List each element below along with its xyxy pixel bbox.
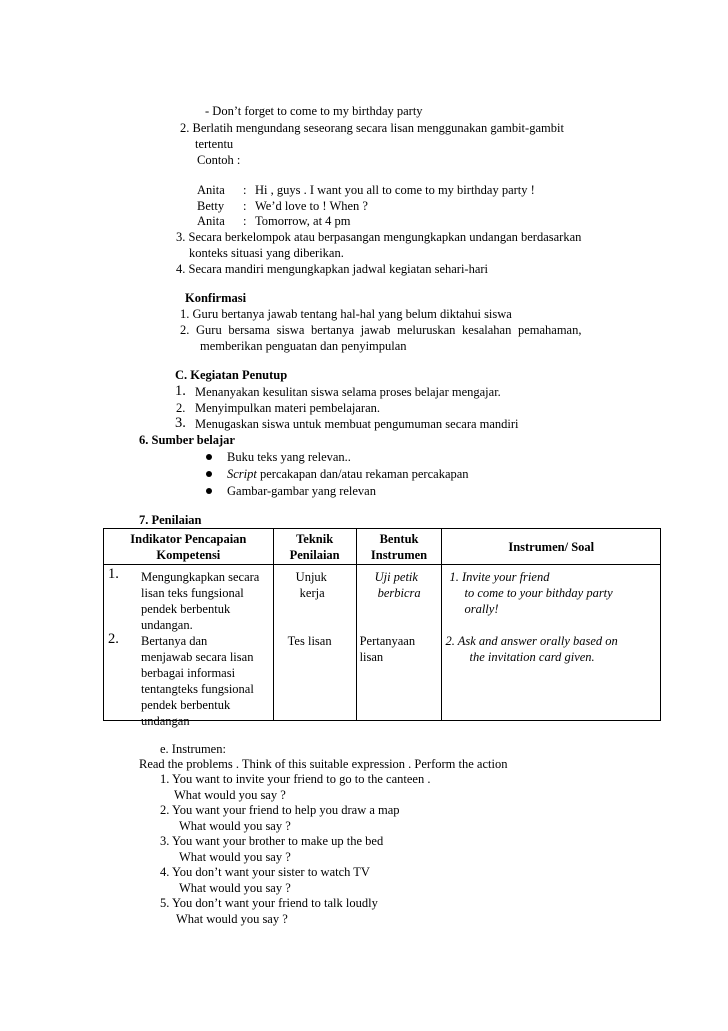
indicator-text: pendek berbentuk	[141, 698, 231, 712]
indicator-text: lisan teks fungsional	[141, 586, 244, 600]
indicator-text: undangan	[141, 714, 190, 728]
penutup-num: 1.	[175, 383, 186, 399]
indicator-num: 1.	[108, 566, 119, 582]
dialog-speaker: Betty	[197, 199, 225, 213]
bentuk-text: lisan	[359, 650, 384, 664]
cell-soal	[442, 565, 661, 721]
sumber-item-text: percakapan dan/atau rekaman percakapan	[259, 467, 469, 481]
activity-item-3-cont: konteks situasi yang diberikan.	[189, 246, 344, 260]
activity-item-3: 3. Secara berkelompok atau berpasangan mengungkapkan undangan berdasarkan	[176, 230, 582, 244]
dialog-separator: :	[243, 214, 247, 228]
konfirmasi-item-cont: memberikan penguatan dan penyimpulan	[200, 339, 407, 353]
indicator-text: tentangteks fungsional	[141, 682, 254, 696]
indicator-text: pendek berbentuk	[141, 602, 231, 616]
teknik-text: kerja	[299, 586, 325, 600]
indicator-text: berbagai informasi	[141, 666, 236, 680]
question-prompt: What would you say ?	[176, 912, 288, 926]
table-row	[104, 565, 661, 721]
question: 2. You want your friend to help you draw a map	[160, 803, 400, 817]
teknik-text: Unjuk	[295, 570, 327, 584]
instrumen-intro: Read the problems . Think of this suitable expression . Perform the action	[139, 757, 508, 771]
cell-teknik	[273, 565, 356, 721]
birthday-reminder-line: - Don’t forget to come to my birthday party	[205, 104, 423, 118]
question-prompt: What would you say ?	[179, 819, 291, 833]
cell-indikator	[104, 565, 274, 728]
penutup-item: Menugaskan siswa untuk membuat pengumuman secara mandiri	[195, 417, 519, 431]
activity-item-2-cont: tertentu	[195, 137, 234, 151]
bullet-icon	[206, 471, 212, 477]
penutup-heading: C. Kegiatan Penutup	[175, 368, 288, 382]
konfirmasi-item: 2. Guru bersama siswa bertanya jawab meluruskan kesalahan pemahaman,	[180, 323, 582, 337]
indicator-text: menjawab secara lisan	[141, 650, 254, 664]
penutup-num: 2.	[176, 401, 186, 415]
activity-item-2: 2. Berlatih mengundang seseorang secara lisan menggunakan gambit-gambit	[180, 121, 564, 135]
header-text: Indikator Pencapaian	[130, 531, 247, 546]
soal-text: 2. Ask and answer orally based on	[445, 634, 618, 648]
sumber-item	[227, 466, 469, 482]
soal-text: to come to your bithday party	[464, 586, 613, 600]
indicator-text: undangan.	[141, 618, 193, 632]
cell-bentuk	[356, 565, 442, 721]
penutup-item: Menyimpulkan materi pembelajaran.	[195, 401, 381, 415]
soal-text: orally!	[464, 602, 499, 616]
dialog-separator: :	[243, 199, 247, 213]
table-header-row	[104, 529, 661, 565]
question: 3. You want your brother to make up the bed	[160, 834, 384, 848]
soal-text: the invitation card given.	[469, 650, 595, 664]
indicator-text: Bertanya dan	[141, 634, 208, 648]
assessment-table	[103, 528, 661, 728]
script-word: Script	[227, 467, 257, 481]
question: 1. You want to invite your friend to go to the canteen .	[160, 772, 431, 786]
question-prompt: What would you say ?	[179, 881, 291, 895]
question: 4. You don’t want your sister to watch TV	[160, 865, 370, 879]
header-text: Teknik	[296, 531, 334, 546]
indicator-num: 2.	[108, 631, 119, 647]
header-text: Instrumen	[370, 547, 428, 562]
header-text: Bentuk	[379, 531, 419, 546]
dialog-separator: :	[243, 183, 247, 197]
activity-item-4: 4. Secara mandiri mengungkapkan jadwal kegiatan sehari-hari	[176, 262, 489, 276]
sumber-heading: 6. Sumber belajar	[139, 433, 235, 447]
soal-text: 1. Invite your friend	[449, 570, 550, 584]
question-prompt: What would you say ?	[174, 788, 286, 802]
header-teknik	[273, 529, 356, 565]
header-soal: Instrumen/ Soal	[442, 529, 661, 565]
header-bentuk	[356, 529, 442, 565]
dialog-text: Tomorrow, at 4 pm	[255, 214, 351, 228]
header-indikator	[104, 529, 274, 565]
dialog-speaker: Anita	[197, 214, 225, 228]
bullet-icon	[206, 488, 212, 494]
bentuk-text: berbicra	[377, 586, 421, 600]
header-text: Penilaian	[289, 547, 340, 562]
bentuk-text: Pertanyaan	[359, 634, 416, 648]
question-prompt: What would you say ?	[179, 850, 291, 864]
penutup-num: 3.	[175, 415, 186, 431]
bullet-icon	[206, 454, 212, 460]
instrumen-heading: e. Instrumen:	[160, 742, 226, 756]
indicator-text: Mengungkapkan secara	[141, 570, 260, 584]
konfirmasi-heading: Konfirmasi	[185, 291, 247, 305]
bentuk-text: Uji petik	[374, 570, 418, 584]
example-label: Contoh :	[197, 153, 241, 167]
penutup-item: Menanyakan kesulitan siswa selama proses belajar mengajar.	[195, 385, 501, 399]
penilaian-heading: 7. Penilaian	[139, 513, 202, 527]
teknik-text: Tes lisan	[287, 634, 332, 648]
question: 5. You don’t want your friend to talk loudly	[160, 896, 378, 910]
konfirmasi-item: 1. Guru bertanya jawab tentang hal-hal yang belum diktahui siswa	[180, 307, 512, 321]
dialog-speaker: Anita	[197, 183, 225, 197]
sumber-item: Gambar-gambar yang relevan	[227, 484, 376, 498]
dialog-text: Hi , guys . I want you all to come to my birthday party !	[255, 183, 535, 197]
header-text: Kompetensi	[156, 547, 221, 562]
sumber-item: Buku teks yang relevan..	[227, 450, 351, 464]
dialog-text: We’d love to ! When ?	[255, 199, 368, 213]
